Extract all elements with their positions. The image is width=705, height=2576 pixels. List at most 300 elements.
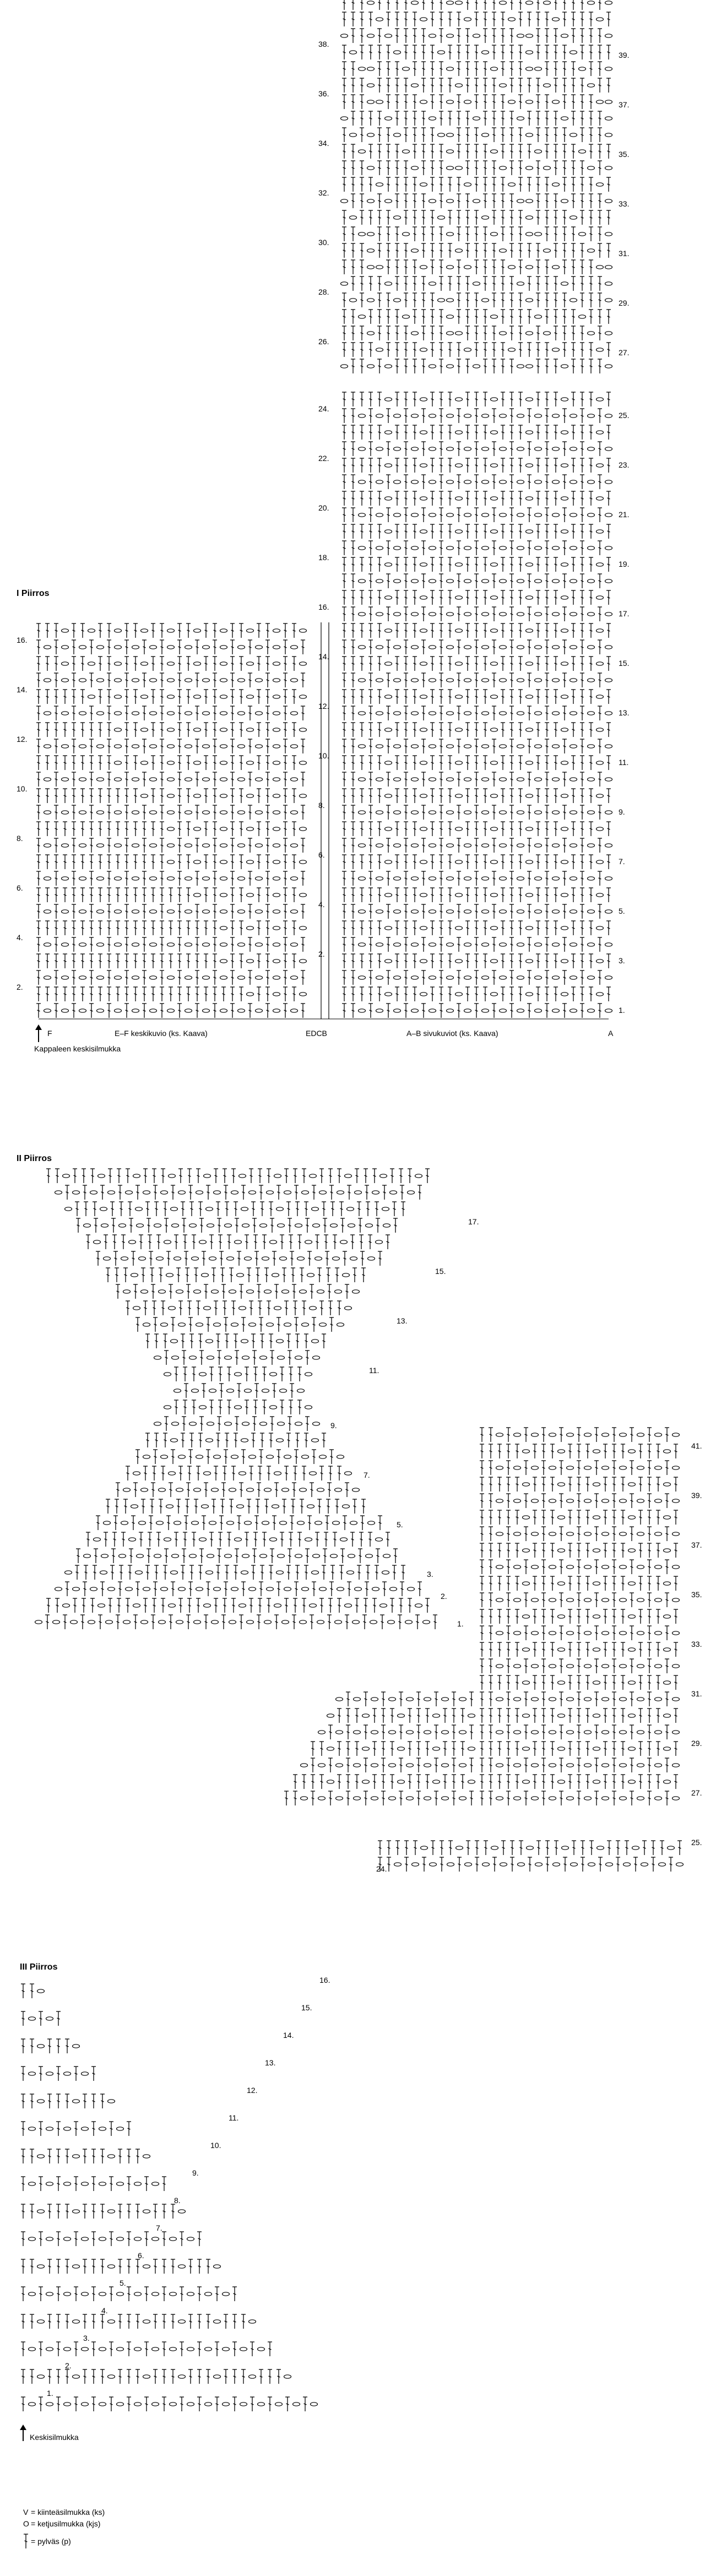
- treble-stitch: [580, 805, 584, 820]
- chain-stitch: [291, 943, 298, 946]
- treble-stitch: [474, 12, 479, 26]
- chain-stitch: [526, 199, 533, 203]
- treble-stitch: [368, 1532, 372, 1547]
- treble-stitch: [545, 541, 549, 555]
- treble-stitch: [171, 2369, 175, 2384]
- treble-stitch: [612, 1725, 616, 1739]
- row-number-left: 18.: [318, 553, 329, 562]
- treble-stitch: [377, 855, 382, 869]
- treble-stitch: [204, 921, 208, 935]
- chain-stitch: [514, 1698, 521, 1701]
- treble-stitch: [301, 739, 305, 753]
- chain-stitch: [552, 679, 560, 682]
- chain-stitch: [517, 646, 524, 649]
- treble-stitch: [448, 12, 452, 26]
- chain-stitch: [455, 166, 463, 170]
- treble-stitch: [133, 657, 138, 671]
- treble-stitch: [107, 954, 111, 968]
- treble-stitch: [489, 1791, 493, 1805]
- treble-stitch: [259, 1185, 263, 1200]
- treble-stitch: [265, 789, 270, 803]
- treble-stitch: [606, 524, 611, 539]
- legend-text-ch: = ketjusilmukka (kjs): [31, 2519, 101, 2528]
- treble-stitch: [21, 2342, 25, 2356]
- treble-stitch: [91, 2342, 96, 2356]
- treble-stitch: [143, 1466, 148, 1480]
- treble-stitch: [413, 392, 417, 406]
- treble-stitch: [160, 706, 164, 720]
- treble-stitch: [598, 62, 602, 76]
- treble-stitch: [319, 1466, 324, 1480]
- treble-stitch: [162, 2204, 166, 2219]
- treble-stitch: [377, 45, 382, 59]
- chain-stitch: [176, 1290, 183, 1293]
- treble-stitch: [257, 789, 261, 803]
- chain-stitch: [313, 1224, 320, 1227]
- treble-stitch: [598, 772, 602, 787]
- treble-stitch: [536, 359, 540, 373]
- treble-stitch: [107, 739, 111, 753]
- chain-stitch: [376, 447, 383, 451]
- treble-stitch: [364, 1598, 368, 1613]
- treble-stitch: [506, 1510, 511, 1525]
- treble-stitch: [580, 574, 584, 588]
- treble-stitch: [368, 442, 373, 456]
- treble-stitch: [483, 0, 487, 10]
- treble-stitch: [36, 706, 41, 720]
- legend-text-tr: = pylväs (p): [31, 2537, 71, 2546]
- treble-stitch: [474, 243, 479, 258]
- treble-stitch: [133, 789, 138, 803]
- chain-stitch: [79, 976, 86, 979]
- chain-stitch: [345, 1306, 352, 1310]
- chain-stitch: [637, 1664, 644, 1668]
- chain-stitch: [570, 745, 577, 748]
- row-number: 16.: [319, 1976, 330, 1984]
- treble-stitch: [377, 690, 382, 704]
- treble-stitch: [209, 1532, 214, 1547]
- treble-stitch: [124, 987, 129, 1001]
- treble-stitch: [225, 1433, 229, 1447]
- treble-stitch: [283, 739, 288, 753]
- treble-stitch: [89, 739, 94, 753]
- treble-stitch: [72, 855, 76, 869]
- treble-stitch: [562, 673, 567, 687]
- chain-stitch: [97, 811, 104, 814]
- treble-stitch: [589, 177, 593, 192]
- treble-stitch: [489, 1527, 493, 1541]
- chain-stitch: [442, 1764, 449, 1767]
- treble-stitch: [404, 95, 408, 109]
- chain-stitch: [305, 1406, 312, 1409]
- treble-stitch: [360, 359, 364, 373]
- treble-stitch: [116, 1483, 120, 1497]
- chain-stitch: [526, 794, 533, 798]
- chain-stitch: [429, 117, 436, 120]
- treble-stitch: [439, 409, 443, 423]
- treble-stitch: [562, 260, 567, 274]
- treble-stitch: [518, 62, 523, 76]
- chain-stitch: [97, 778, 104, 781]
- treble-stitch: [509, 607, 514, 621]
- chain-stitch: [602, 1698, 609, 1701]
- treble-stitch: [283, 954, 288, 968]
- treble-stitch: [227, 1532, 231, 1547]
- treble-stitch: [401, 1202, 405, 1216]
- treble-stitch: [213, 888, 217, 902]
- treble-stitch: [580, 491, 584, 506]
- treble-stitch: [571, 310, 576, 324]
- chain-stitch: [620, 1499, 627, 1503]
- treble-stitch: [89, 970, 94, 985]
- treble-stitch: [178, 1169, 183, 1183]
- chain-stitch: [447, 513, 454, 517]
- chain-stitch: [447, 712, 454, 715]
- treble-stitch: [506, 1642, 511, 1657]
- chain-stitch: [319, 1455, 327, 1458]
- treble-stitch: [116, 954, 120, 968]
- chain-stitch: [447, 1863, 454, 1866]
- treble-stitch: [297, 1367, 302, 1381]
- treble-stitch: [554, 657, 558, 671]
- chain-stitch: [204, 1174, 211, 1178]
- treble-stitch: [72, 657, 76, 671]
- treble-stitch: [342, 508, 346, 522]
- treble-stitch: [45, 789, 50, 803]
- treble-stitch: [474, 970, 479, 985]
- treble-stitch: [218, 1400, 223, 1414]
- label-center-stitch: Kappaleen keskisilmukka: [34, 1044, 121, 1053]
- treble-stitch: [230, 623, 235, 638]
- treble-stitch: [475, 1841, 479, 1855]
- chain-stitch: [44, 976, 51, 979]
- treble-stitch: [302, 1466, 306, 1480]
- chain-stitch: [491, 150, 498, 153]
- treble-stitch: [368, 458, 373, 473]
- treble-stitch: [227, 1367, 231, 1381]
- treble-stitch: [550, 1709, 555, 1723]
- chain-stitch: [602, 1466, 609, 1469]
- treble-stitch: [434, 1692, 438, 1706]
- treble-stitch: [589, 557, 593, 572]
- treble-stitch: [213, 623, 217, 638]
- row-number-right: 35.: [691, 1590, 702, 1599]
- chain-stitch: [464, 18, 471, 21]
- chain-stitch: [549, 1797, 556, 1800]
- chain-stitch: [411, 679, 419, 682]
- chain-stitch: [347, 1571, 354, 1574]
- chain-stitch: [605, 265, 612, 269]
- treble-stitch: [460, 1775, 465, 1789]
- chain-stitch: [73, 1587, 80, 1591]
- chain-stitch: [605, 646, 612, 649]
- treble-stitch: [232, 2314, 237, 2329]
- chain-stitch: [500, 513, 507, 517]
- chain-stitch: [206, 1439, 213, 1442]
- treble-stitch: [73, 1598, 77, 1613]
- chain-stitch: [447, 679, 454, 682]
- treble-stitch: [235, 1218, 239, 1233]
- treble-stitch: [323, 1549, 327, 1563]
- treble-stitch: [443, 1742, 447, 1756]
- treble-stitch: [351, 772, 355, 787]
- treble-stitch: [585, 1510, 590, 1525]
- chain-stitch: [291, 1009, 298, 1012]
- treble-stitch: [124, 805, 129, 820]
- treble-stitch: [398, 1615, 402, 1629]
- treble-stitch: [300, 1499, 304, 1514]
- treble-stitch: [404, 756, 408, 770]
- treble-stitch: [524, 1659, 528, 1673]
- treble-stitch: [492, 343, 496, 357]
- chain-stitch: [664, 1615, 671, 1618]
- legend-item-single-crochet: [23, 2508, 105, 2517]
- up-arrow-icon: [20, 2425, 26, 2441]
- chain-stitch: [141, 1290, 148, 1293]
- chain-stitch: [394, 299, 401, 302]
- treble-stitch: [518, 45, 523, 59]
- treble-stitch: [483, 954, 487, 968]
- treble-stitch: [84, 1202, 88, 1216]
- chain-stitch: [278, 1356, 285, 1359]
- treble-stitch: [21, 1984, 25, 1998]
- treble-stitch: [265, 888, 270, 902]
- treble-stitch: [162, 2287, 166, 2301]
- treble-stitch: [518, 888, 523, 902]
- chain-stitch: [376, 712, 383, 715]
- treble-stitch: [474, 227, 479, 241]
- treble-stitch: [288, 1549, 292, 1563]
- treble-stitch: [89, 1004, 94, 1018]
- treble-stitch: [144, 2287, 149, 2301]
- chain-stitch: [496, 1532, 503, 1536]
- chain-stitch: [588, 646, 595, 649]
- treble-stitch: [577, 1626, 581, 1640]
- chain-stitch: [526, 34, 533, 37]
- treble-stitch: [342, 177, 346, 192]
- chain-stitch: [385, 530, 392, 533]
- treble-stitch: [83, 2259, 87, 2274]
- chain-stitch: [420, 728, 427, 731]
- chain-stitch: [62, 976, 69, 979]
- treble-stitch: [213, 640, 217, 654]
- chain-stitch: [336, 1731, 343, 1734]
- chain-stitch: [62, 662, 69, 665]
- treble-stitch: [260, 1334, 264, 1348]
- treble-stitch: [439, 590, 443, 605]
- treble-stitch: [571, 590, 576, 605]
- treble-stitch: [439, 640, 443, 654]
- treble-stitch: [231, 1466, 236, 1480]
- treble-stitch: [598, 904, 602, 919]
- chain-stitch: [602, 1764, 609, 1767]
- treble-stitch: [239, 657, 243, 671]
- chain-stitch: [570, 844, 577, 847]
- chain-stitch: [203, 679, 210, 682]
- row-number: 8.: [174, 2196, 181, 2205]
- chain-stitch: [464, 183, 471, 186]
- treble-stitch: [151, 723, 155, 737]
- chain-stitch: [659, 1863, 666, 1866]
- treble-stitch: [421, 1004, 426, 1018]
- chain-stitch: [491, 662, 498, 665]
- treble-stitch: [98, 987, 102, 1001]
- treble-stitch: [124, 623, 129, 638]
- treble-stitch: [196, 1466, 200, 1480]
- treble-stitch: [142, 888, 147, 902]
- treble-stitch: [259, 1450, 263, 1464]
- treble-stitch: [554, 0, 558, 10]
- treble-stitch: [404, 607, 408, 621]
- treble-stitch: [368, 475, 373, 489]
- treble-stitch: [346, 1725, 350, 1739]
- treble-stitch: [501, 723, 505, 737]
- treble-stitch: [145, 1334, 150, 1348]
- chain-stitch: [605, 67, 612, 70]
- chain-stitch: [152, 2292, 159, 2296]
- treble-stitch: [74, 2177, 78, 2191]
- treble-stitch: [457, 29, 461, 43]
- legend-item-treble: [23, 2534, 71, 2548]
- treble-stitch: [585, 1444, 590, 1458]
- treble-stitch: [469, 1692, 474, 1706]
- treble-stitch: [571, 723, 576, 737]
- treble-stitch: [413, 789, 417, 803]
- chain-stitch: [327, 1747, 334, 1750]
- treble-stitch: [594, 1758, 599, 1772]
- treble-stitch: [115, 1499, 119, 1514]
- chain-stitch: [62, 629, 69, 632]
- treble-stitch: [404, 541, 408, 555]
- treble-stitch: [612, 1593, 616, 1607]
- treble-stitch: [160, 756, 164, 770]
- treble-stitch: [364, 1758, 368, 1772]
- chain-stitch: [220, 794, 227, 798]
- treble-stitch: [54, 706, 58, 720]
- chain-stitch: [185, 745, 192, 748]
- chain-stitch: [561, 860, 568, 864]
- treble-stitch: [598, 739, 602, 753]
- treble-stitch: [562, 326, 567, 340]
- chain-stitch: [420, 348, 427, 351]
- treble-stitch: [89, 789, 94, 803]
- row-number-section: 14.: [17, 685, 28, 694]
- treble-stitch: [127, 2232, 131, 2246]
- treble-stitch: [509, 243, 514, 258]
- chain-stitch: [637, 1532, 644, 1536]
- chain-stitch: [203, 745, 210, 748]
- chain-stitch: [570, 679, 577, 682]
- chain-stitch: [174, 1521, 181, 1525]
- treble-stitch: [129, 1549, 133, 1563]
- treble-stitch: [164, 1218, 169, 1233]
- chain-stitch: [100, 1207, 107, 1211]
- chain-stitch: [389, 1764, 396, 1767]
- treble-stitch: [160, 772, 164, 787]
- treble-stitch: [328, 1598, 333, 1613]
- treble-stitch: [571, 227, 576, 241]
- treble-stitch: [395, 161, 399, 175]
- chain-stitch: [442, 1731, 449, 1734]
- treble-stitch: [457, 772, 461, 787]
- treble-stitch: [377, 789, 382, 803]
- chain-stitch: [169, 1604, 176, 1607]
- treble-stitch: [305, 1218, 310, 1233]
- chain-stitch: [468, 1714, 475, 1717]
- chain-stitch: [291, 910, 298, 913]
- treble-stitch: [404, 243, 408, 258]
- treble-stitch: [554, 111, 558, 126]
- treble-stitch: [571, 921, 576, 935]
- treble-stitch: [492, 128, 496, 142]
- treble-stitch: [89, 838, 94, 853]
- chain-stitch: [291, 712, 298, 715]
- treble-stitch: [439, 921, 443, 935]
- treble-stitch: [267, 1169, 271, 1183]
- treble-stitch: [598, 310, 602, 324]
- treble-stitch: [559, 1659, 563, 1673]
- treble-stitch: [404, 425, 408, 440]
- row-number: 15.: [301, 2003, 312, 2012]
- treble-stitch: [118, 2369, 122, 2384]
- treble-stitch: [474, 541, 479, 555]
- treble-stitch: [483, 194, 487, 208]
- treble-stitch: [152, 1301, 156, 1315]
- chain-stitch: [64, 2237, 71, 2241]
- treble-stitch: [545, 111, 549, 126]
- chain-stitch: [508, 18, 516, 21]
- treble-stitch: [124, 888, 129, 902]
- treble-stitch: [669, 1857, 673, 1872]
- chain-stitch: [117, 2347, 124, 2351]
- treble-stitch: [395, 177, 399, 192]
- chain-stitch: [605, 166, 612, 170]
- treble-stitch: [536, 45, 540, 59]
- treble-stitch: [554, 954, 558, 968]
- treble-stitch: [489, 1675, 493, 1690]
- treble-stitch: [474, 706, 479, 720]
- treble-stitch: [351, 508, 355, 522]
- treble-stitch: [342, 690, 346, 704]
- treble-stitch: [509, 739, 514, 753]
- treble-stitch: [489, 1692, 493, 1706]
- treble-stitch: [36, 1004, 41, 1018]
- treble-stitch: [492, 78, 496, 93]
- chain-stitch: [429, 414, 436, 417]
- treble-stitch: [351, 970, 355, 985]
- treble-stitch: [386, 673, 391, 687]
- chain-stitch: [411, 447, 419, 451]
- chain-stitch: [491, 232, 498, 236]
- treble-stitch: [430, 590, 435, 605]
- chain-stitch: [514, 1664, 521, 1668]
- treble-stitch: [497, 1510, 502, 1525]
- treble-stitch: [124, 690, 129, 704]
- row-number-top: 2.: [441, 1592, 447, 1601]
- chain-stitch: [532, 1631, 539, 1635]
- treble-stitch: [360, 888, 364, 902]
- chain-stitch: [655, 1698, 662, 1701]
- treble-stitch: [465, 491, 470, 506]
- chain-stitch: [593, 1549, 600, 1552]
- treble-stitch: [84, 1565, 88, 1580]
- chain-stitch: [423, 1620, 430, 1624]
- treble-stitch: [283, 937, 288, 952]
- treble-stitch: [395, 888, 399, 902]
- treble-stitch: [248, 838, 252, 853]
- treble-stitch: [413, 623, 417, 638]
- treble-stitch: [239, 855, 243, 869]
